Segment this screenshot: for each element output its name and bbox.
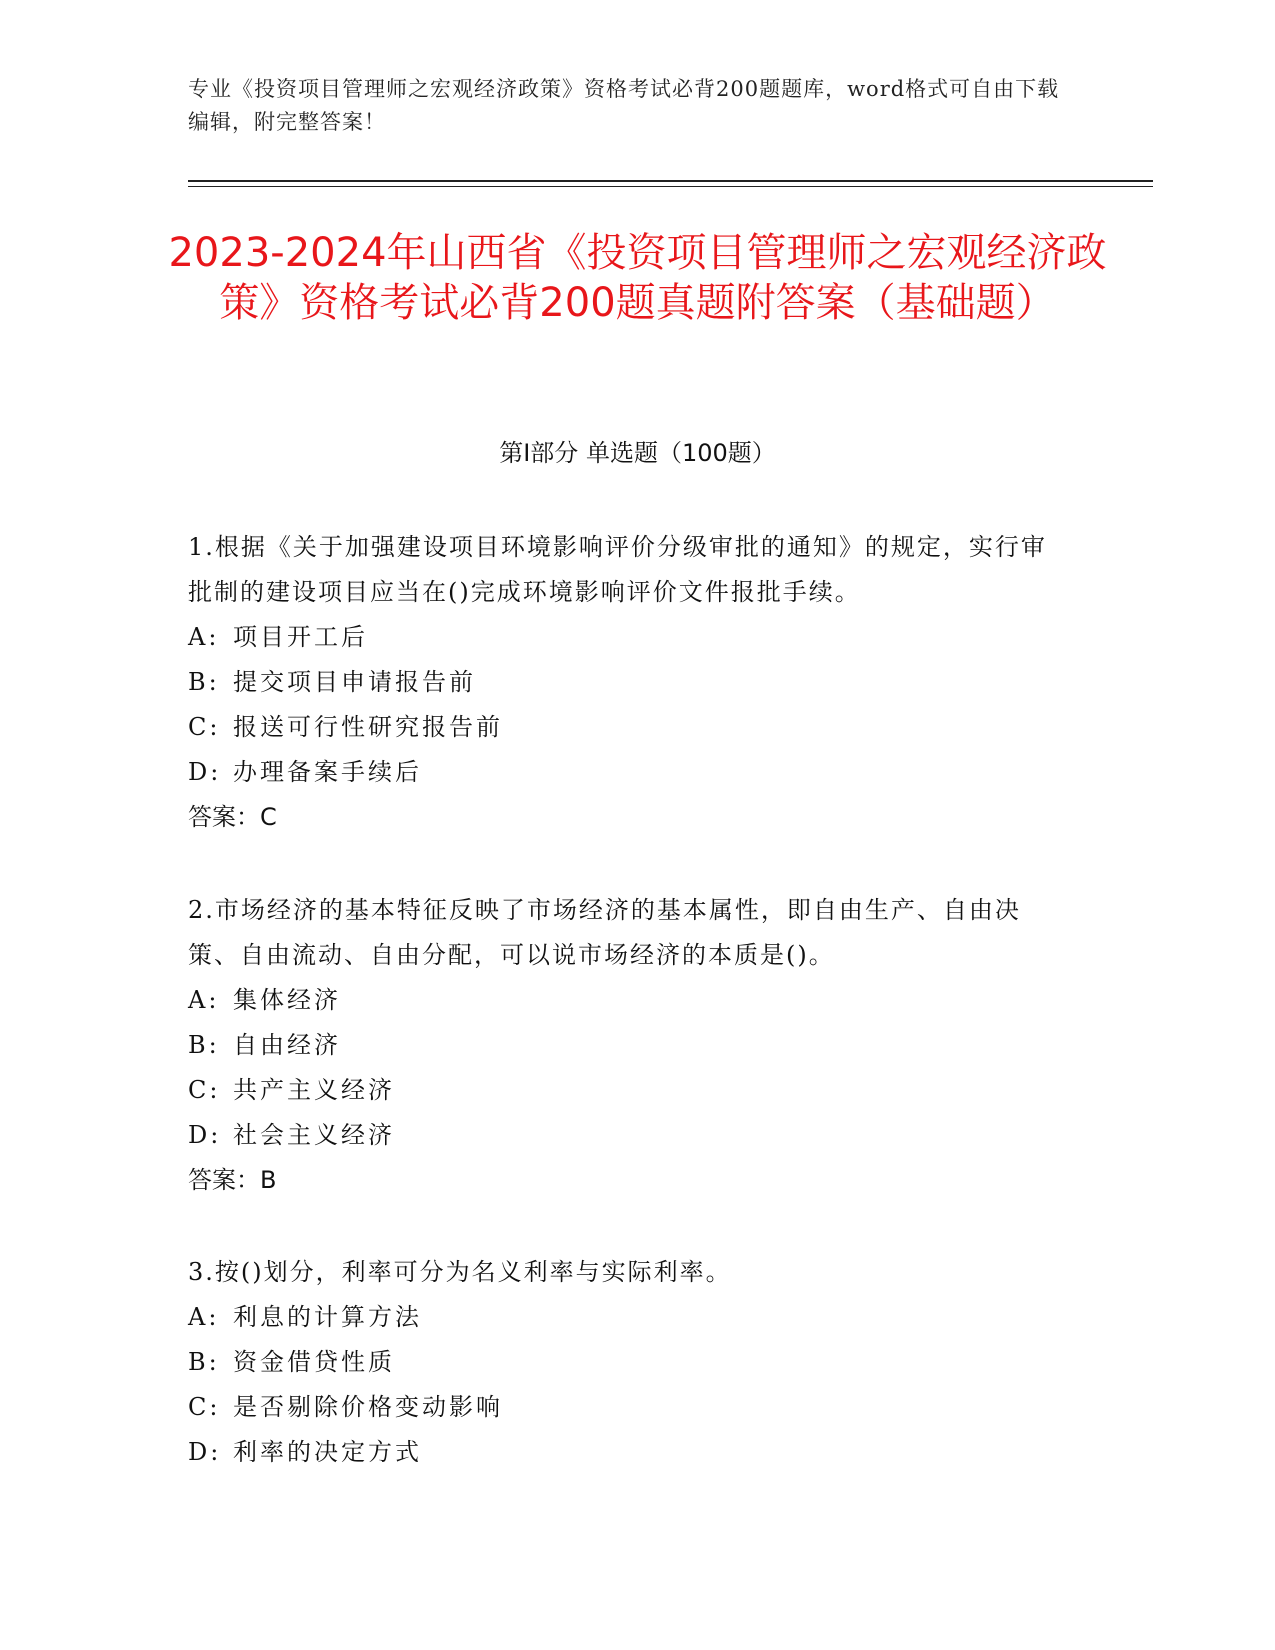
option-key: A:: [188, 623, 220, 651]
header-note: 专业《投资项目管理师之宏观经济政策》资格考试必背200题题库，word格式可自由下载编辑，附完整答案！: [188, 77, 1060, 134]
option-text: 利率的决定方式: [233, 1438, 422, 1466]
question-stem: 2.市场经济的基本特征反映了市场经济的基本属性，即自由生产、自由决策、自由流动、自由分配，可以说市场经济的本质是()。: [188, 896, 1021, 969]
option-b: [188, 660, 1068, 705]
option-d: [188, 750, 1068, 795]
option-b: [188, 1340, 1068, 1385]
option-text: 报送可行性研究报告前: [233, 713, 503, 741]
option-key: D:: [188, 1438, 222, 1466]
question-stem: 1.根据《关于加强建设项目环境影响评价分级审批的通知》的规定，实行审批制的建设项目应当在()完成环境影响评价文件报批手续。: [188, 533, 1047, 606]
option-key: A:: [188, 1303, 220, 1331]
question-2: [188, 888, 1068, 1203]
option-key: C:: [188, 1076, 221, 1104]
option-text: 利息的计算方法: [233, 1303, 422, 1331]
question-1: [188, 525, 1068, 840]
option-text: 共产主义经济: [233, 1076, 395, 1104]
option-b: [188, 1023, 1068, 1068]
option-c: [188, 1068, 1068, 1113]
option-key: C:: [188, 1393, 221, 1421]
header-divider-thick: [188, 180, 1153, 182]
option-key: B:: [188, 668, 220, 696]
option-a: [188, 1295, 1068, 1340]
option-d: [188, 1430, 1068, 1475]
option-text: 社会主义经济: [233, 1121, 395, 1149]
section-heading: 第I部分 单选题（100题）: [499, 439, 776, 467]
question-stem: 3.按()划分，利率可分为名义利率与实际利率。: [188, 1258, 732, 1286]
header-divider-thin: [188, 186, 1153, 187]
option-text: 集体经济: [233, 986, 341, 1014]
option-c: [188, 1385, 1068, 1430]
option-key: B:: [188, 1031, 220, 1059]
option-a: [188, 978, 1068, 1023]
option-text: 资金借贷性质: [233, 1348, 395, 1376]
option-text: 自由经济: [233, 1031, 341, 1059]
answer-line: 答案：B: [188, 1166, 277, 1194]
question-3: [188, 1250, 1068, 1475]
option-text: 项目开工后: [233, 623, 368, 651]
option-d: [188, 1113, 1068, 1158]
option-key: D:: [188, 758, 222, 786]
option-key: D:: [188, 1121, 222, 1149]
option-a: [188, 615, 1068, 660]
option-c: [188, 705, 1068, 750]
option-text: 提交项目申请报告前: [233, 668, 476, 696]
option-key: C:: [188, 713, 221, 741]
option-key: B:: [188, 1348, 220, 1376]
answer-line: 答案：C: [188, 803, 277, 831]
option-text: 办理备案手续后: [233, 758, 422, 786]
option-key: A:: [188, 986, 220, 1014]
document-title: 2023-2024年山西省《投资项目管理师之宏观经济政策》资格考试必背200题真题附答案（基础题）: [168, 230, 1107, 326]
option-text: 是否剔除价格变动影响: [233, 1393, 503, 1421]
